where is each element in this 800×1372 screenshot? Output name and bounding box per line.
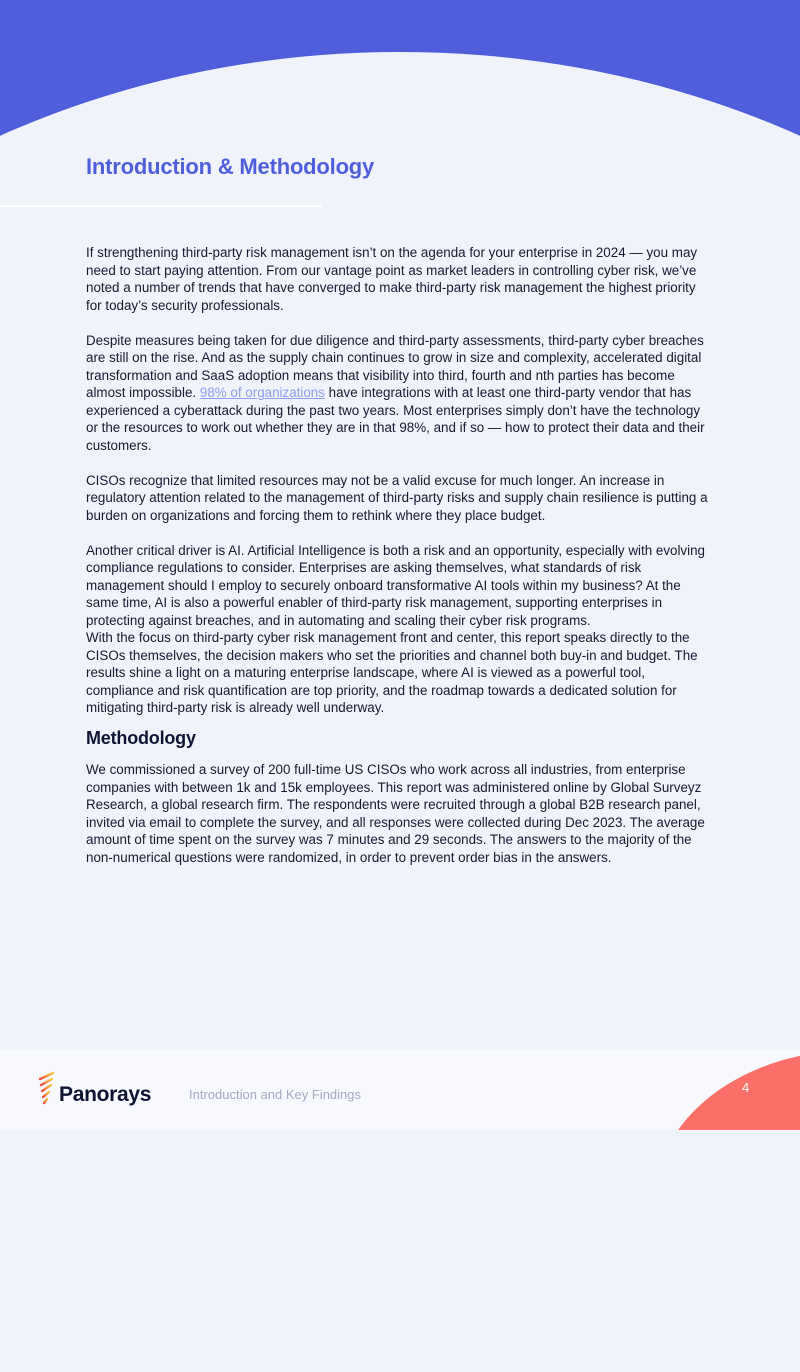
brand-logo: Panorays [59,1083,152,1106]
intro-paragraph-1: If strengthening third-party risk management isn’t on the agenda for your enterprise in 2024 — you may need to start paying attention. From our vantage point as market leaders in controlling cyber risk, we’ve noted a number of trends that have converged to make third-party risk management the highest priority for today’s security professionals. [86,245,698,313]
organizations-stat-link[interactable]: 98% of organizations [199,385,325,400]
page-number: 4 [742,1080,750,1095]
page-footer [0,1050,800,1130]
methodology-heading: Methodology [86,727,196,748]
intro-paragraph-4: Another critical driver is AI. Artificial Intelligence is both a risk and an opportunity, especially with evolving compliance regulations to consider. Enterprises are asking themselves, what standards of risk management should I employ to securely onboard transformative AI tools within my business? At the same time, AI is also a powerful enabler of third-party risk management, supporting enterprises in protecting against breaches, and in automating and scaling their cyber risk programs. [86,542,705,628]
footer-accent-shape [655,1050,800,1130]
page-title: Introduction & Methodology [86,154,375,179]
intro-paragraph-3: CISOs recognize that limited resources may not be a valid excuse for much longer. An increase in regulatory attention related to the management of third-party risks and supply chain resilience is putting a burden on organizations and forcing them to rethink where they place budget. [86,472,708,523]
intro-paragraph-2 [86,332,714,455]
methodology-paragraph: We commissioned a survey of 200 full-time US CISOs who work across all industries, from enterprise companies with between 1k and 15k employees. This report was administered online by Global Surveyz Research, a global research firm. The respondents were recruited through a global B2B research panel, invited via email to complete the survey, and all responses were collected during Dec 2023. The average amount of time spent on the survey was 7 minutes and 29 seconds. The answers to the majority of the non-numerical questions were randomized, in order to prevent order bias in the answers. [86,762,705,865]
intro-paragraph-5: With the focus on third-party cyber risk management front and center, this report speaks directly to the CISOs themselves, the decision makers who set the priorities and channel both buy-in and budget. The results shine a light on a maturing enterprise landscape, where AI is viewed as a powerful tool, compliance and risk quantification are top priority, and the roadmap towards a dedicated solution for mitigating third-party risk is already well underway. [86,630,698,715]
main-content [86,244,714,884]
intro-paragraph-2-text-a: Despite measures being taken for due diligence and third-party assessments, third-party cyber breaches are still on the rise. And as the supply chain continues to grow in size and complexity, accelerated digital transformation and SaaS adoption means that visibility into third, fourth and nth parties has become almost impossible. [86,332,704,400]
intro-paragraph-2-text-b: have integrations with at least one third-party vendor that has experienced a cyberattack during the past two years. Most enterprises simply don’t have the technology or the resources to work out whether they are in that 98%, and if so — how to protect their data and their customers. [86,385,705,453]
footer-section-title: Introduction and Key Findings [189,1087,361,1102]
title-divider [0,205,322,207]
panorays-mark-icon [38,1071,58,1107]
